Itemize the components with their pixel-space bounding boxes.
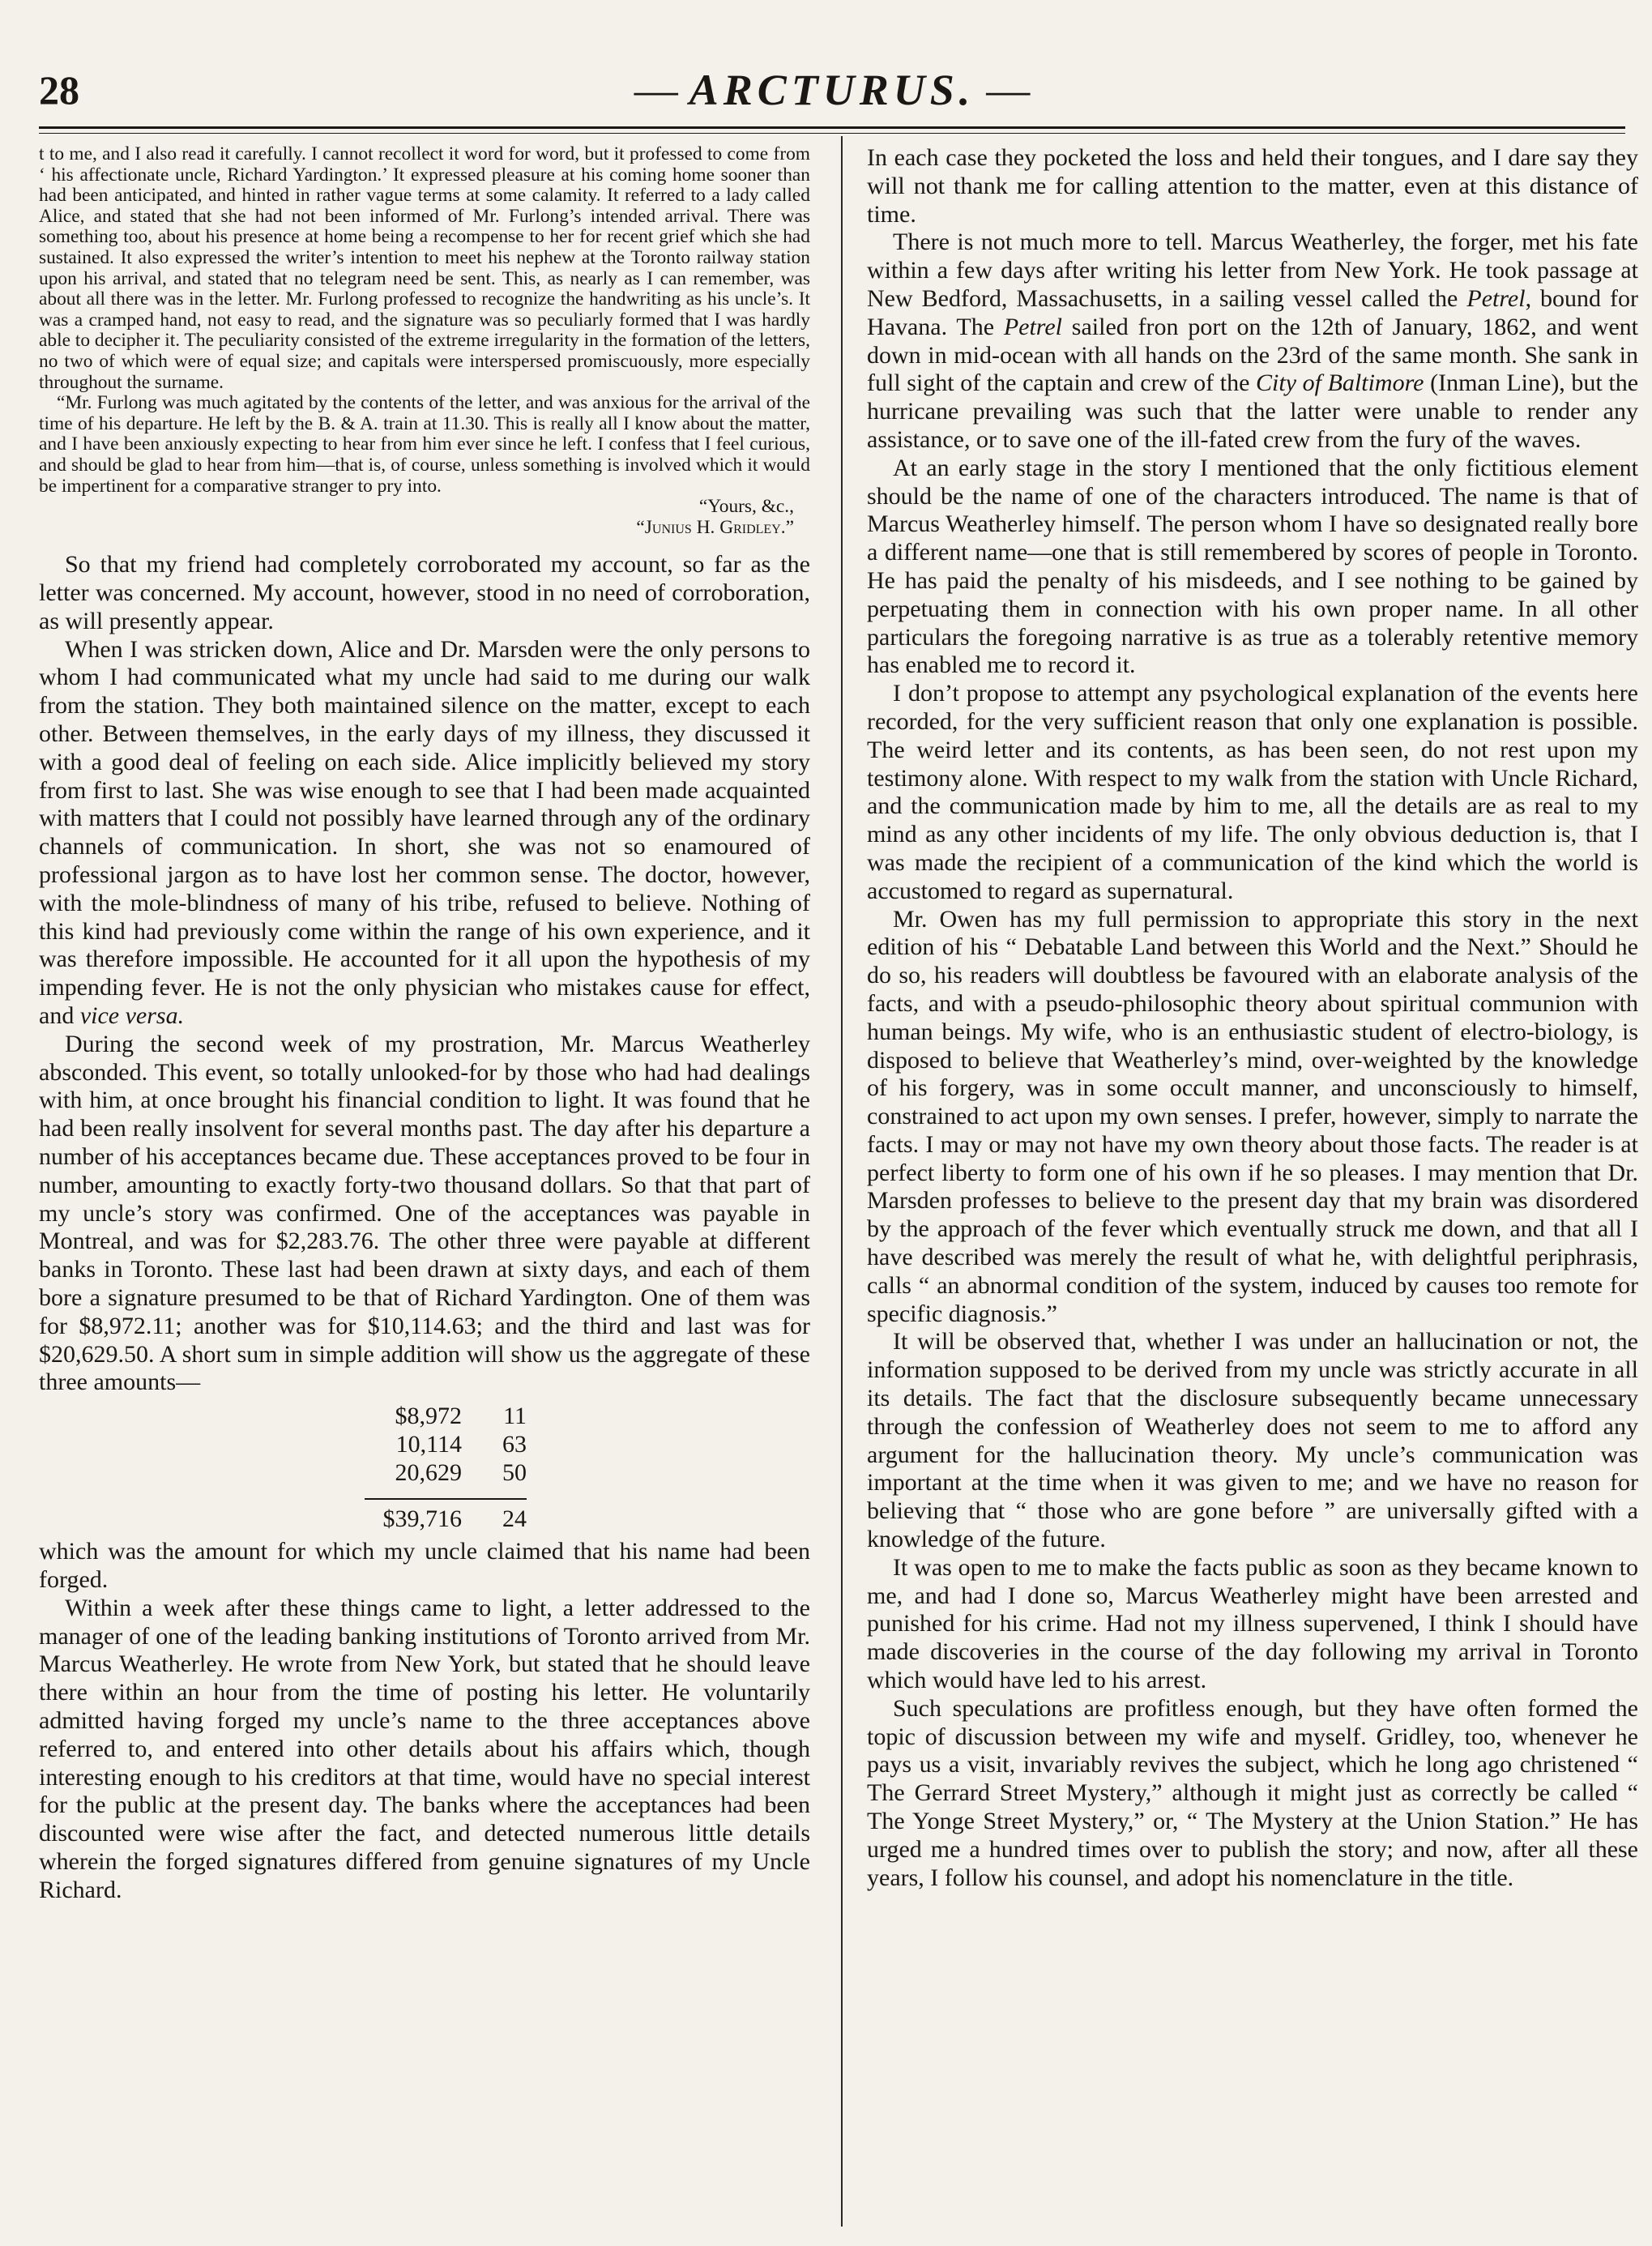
body-paragraph: Within a week after these things came to light, a letter addressed to the manager of one of the leading banking institutions of Toronto arrived from Mr. Marcus Weatherley. He wrote from New York, but stated that he should leave there within an hour from the time of posting his letter. He voluntarily admitted having forged my uncle’s name to the three acceptances above referred to, and entered into other details about his affairs which, though interesting enough to his creditors at that time, would have no special interest for the public at the present day. The banks where the acceptances had been discounted were wise after the fact, and detected numerous little details wherein the forged signatures differed from genuine signatures of my Uncle Richard. (39, 1594, 810, 1903)
body-paragraph: It was open to me to make the facts public as soon as they became known to me, and had I done so, Marcus Weatherley might have been arrested and punished for his crime. Had not my illness supervened, I think I should have made discoveries in the course of the day following my arrival in Toronto which would have led to his arrest. (867, 1553, 1638, 1694)
body-paragraph (39, 636, 810, 1031)
sum-total (365, 1505, 527, 1533)
right-column (867, 144, 1638, 1892)
letter-paragraph: t to me, and I also read it carefully. I cannot recollect it word for word, but it professed to come from ‘ his affectionate uncle, Richard Yardington.’ It expressed pleasure at his coming home sooner than had been anticipated, and hinted in rather vague terms at some calamity. It referred to a lady called Alice, and stated that she had not been informed of Mr. Furlong’s intended arrival. There was something too, about his presence at home being a recompense to her for recent grief which she had sustained. It also expressed the writer’s intention to meet his nephew at the Toronto railway station upon his arrival, and stated that no telegram need be sent. This, as nearly as I can remember, was about all there was in the letter. Mr. Furlong professed to recognize the handwriting as his uncle’s. It was a cramped hand, not easy to read, and the signature was so peculiarly formed that I was hardly able to decipher it. The peculiarity consisted of the extreme irregularity in the formation of the letters, no two of which were of equal size; and capitals were interspersed promiscuously, more especially throughout the surname. (39, 143, 810, 393)
title-dash-left: — (634, 66, 678, 114)
right-body (867, 144, 1638, 1892)
body-paragraph: Mr. Owen has my full permission to appropriate this story in the next edition of his “ Debatable Land between this World and the Next.” Should he do so, his readers will doubtless be favoured with an elaborate analysis of the facts, and with a pseudo-philosophic theory about spiritual communion with human beings. My wife, who is an enthusiastic student of electro-biology, is disposed to believe that Weatherley’s mind, over-weighted by the knowledge of his forgery, was in some occult manner, and unconsciously to himself, constrained to act upon my own senses. I prefer, however, simply to narrate the facts. I may or may not have my own theory about those facts. The reader is at perfect liberty to form one of his own if he so pleases. I may mention that Dr. Marsden professes to believe to the present day that my brain was disordered by the approach of the fever which eventually struck me down, and that all I have described was merely the result of what he, with delightful periphrasis, calls “ an abnormal condition of the system, induced by causes too remote for specific diagnosis.” (867, 905, 1638, 1327)
header-rule-thick (39, 126, 1625, 129)
header-rule-thin (39, 133, 1625, 134)
spacer (39, 538, 810, 551)
body-paragraph: It will be observed that, whether I was under an hallucination or not, the information supposed to be derived from my uncle was strictly accurate in all its details. The fact that the disclosure subsequently became unnecessary through the confession of Weatherley does not seem to me to afford any argument for the hallucination theory. My uncle’s communication was important at the time when it was given to me; and we have no reason for believing that “ those who are gone before ” are universally gifted with a knowledge of the future. (867, 1328, 1638, 1553)
body-paragraph (867, 228, 1638, 454)
letter-signature (39, 518, 810, 539)
sum-cents: 50 (502, 1459, 527, 1487)
sum-cents: 63 (502, 1431, 527, 1458)
ship-name: City of Baltimore (1256, 369, 1424, 397)
letter-closing: “Yours, &c., (698, 496, 794, 518)
body-paragraph: At an early stage in the story I mentioned that the only fictitious element should be the name of one of the characters introduced. The name is that of Marcus Weatherley himself. The person whom I have so designated really bore a different name—one that is still remembered by scores of people in Toronto. He has paid the penalty of his misdeeds, and I see nothing to be gained by perpetuating them in connection with his own proper name. In all other particulars the foregoing narrative is as true as a tolerably retentive memory has enabled me to record it. (867, 454, 1638, 679)
left-column (39, 144, 810, 1905)
quoted-letter (39, 144, 810, 538)
body-paragraph: which was the amount for which my uncle claimed that his name had been forged. (39, 1538, 810, 1593)
ship-name: Petrel (1003, 313, 1062, 340)
magazine-title-text: ARCTURUS. (689, 66, 975, 114)
body-paragraph-text: There is not much more to tell. Marcus Weatherley, the forger, met his fate within a few days after writing his letter from New York. He took passage at New Bedford, Massachusetts, in a sailing vessel called the (867, 228, 1638, 312)
sum-rule (365, 1498, 527, 1500)
sum-dollars: 10,114 (395, 1431, 462, 1458)
column-divider (841, 136, 843, 2227)
sum-total-cents: 24 (502, 1505, 527, 1533)
page-number: 28 (39, 67, 79, 113)
letter-paragraph: “Mr. Furlong was much agitated by the contents of the letter, and was anxious for the arrival of the time of his departure. He left by the B. & A. train at 11.30. This is really all I know about the matter, and I have been anxiously expecting to hear from him ever since he left. I confess that I feel curious, and should be glad to hear from him—that is, of course, unless something is involved which it would be impertinent for a comparative stranger to pry into. (39, 392, 810, 497)
sum-table (365, 1402, 527, 1533)
body-paragraph-text: , bound for Havana. The (867, 284, 1639, 340)
sum-dollars: $8,972 (395, 1403, 462, 1430)
body-paragraph: In each case they pocketed the loss and held their tongues, and I dare say they will not thank me for calling attention to the matter, even at this distance of time. (867, 144, 1638, 228)
letter-signature-text: “Junius H. Gridley.” (636, 516, 794, 538)
body-paragraph-text: (Inman Line), but the hurricane prevailing was such that the latter were unable to render any assistance, or to save one of the ill-fated crew from the fury of the waves. (867, 369, 1639, 453)
body-paragraph-text: sailed fron port on the 12th of January, 1862, and went down in mid-ocean with all hands on the 23rd of the same month. She sank in full sight of the captain and crew of the (867, 313, 1638, 397)
body-paragraph: So that my friend had completely corroborated my account, so far as the letter was concerned. My account, however, stood in no need of corroboration, as will presently appear. (39, 551, 810, 634)
sum-row (365, 1430, 527, 1458)
italic-phrase: vice versa. (79, 1002, 185, 1030)
sum-cents: 11 (503, 1403, 527, 1430)
body-paragraph: During the second week of my prostration, Mr. Marcus Weatherley absconded. This event, so totally unlooked-for by those who had had dealings with him, at once brought his financial condition to light. It was found that he had been really insolvent for several months past. The day after his departure a number of his acceptances became due. These acceptances proved to be four in number, amounting to exactly forty-two thousand dollars. So that that part of my uncle’s story was confirmed. One of the acceptances was payable in Montreal, and was for $2,283.76. The other three were payable at different banks in Toronto. These last had been drawn at sixty days, and each of them bore a signature presumed to be that of Richard Yardington. One of them was for $8,972.11; another was for $10,114.63; and the third and last was for $20,629.50. A short sum in simple addition will show us the aggregate of these three amounts— (39, 1030, 810, 1396)
sum-row (365, 1402, 527, 1430)
body-paragraph-text: When I was stricken down, Alice and Dr. Marsden were the only persons to whom I had communicated what my uncle had said to me during our walk from the station. They both maintained silence on the matter, except to each other. Between themselves, in the early days of my illness, they discussed it with a good deal of feeling on each side. Alice implicitly believed my story from first to last. She was wise enough to see that I had been made acquainted with matters that I could not possibly have learned through any of the ordinary channels of communication. In short, she was not so enamoured of professional jargon as to have lost her common sense. The doctor, however, with the mole-blindness of many of his tribe, refused to believe. Nothing of this kind had previously come within the range of his own experience, and it was therefore impossible. He accounted for it all upon the hypothesis of my impending fever. He is not the only physician who mistakes cause for effect, and (39, 635, 810, 1030)
title-dash-right: — (986, 66, 1031, 114)
body-paragraph: Such speculations are profitless enough, but they have often formed the topic of discussion between my wife and myself. Gridley, too, whenever he pays us a visit, invariably revives the subject, which he long ago christened “ The Gerrard Street Mystery,” although it might just as correctly be called “ The Yonge Street Mystery,” or, “ The Mystery at the Union Station.” He has urged me a hundred times over to publish the story; and now, after all these years, I follow his counsel, and adopt his nomenclature in the title. (867, 1694, 1638, 1891)
sum-row (365, 1458, 527, 1487)
sum-dollars: 20,629 (395, 1459, 462, 1487)
magazine-title (39, 65, 1625, 115)
sum-total-dollars: $39,716 (382, 1505, 462, 1533)
ship-name: Petrel (1466, 284, 1526, 312)
left-body (39, 551, 810, 1904)
page-header (39, 24, 1625, 146)
body-paragraph: I don’t propose to attempt any psychological explanation of the events here recorded, for the very sufficient reason that only one explanation is possible. The weird letter and its contents, as has been seen, do not rest upon my testimony alone. With respect to my walk from the station with Uncle Richard, and the communication made by him to me, all the details are as real to my mind as any other incidents of my life. The only obvious deduction is, that I was made the recipient of a communication of the kind which the world is accustomed to regard as supernatural. (867, 680, 1638, 904)
